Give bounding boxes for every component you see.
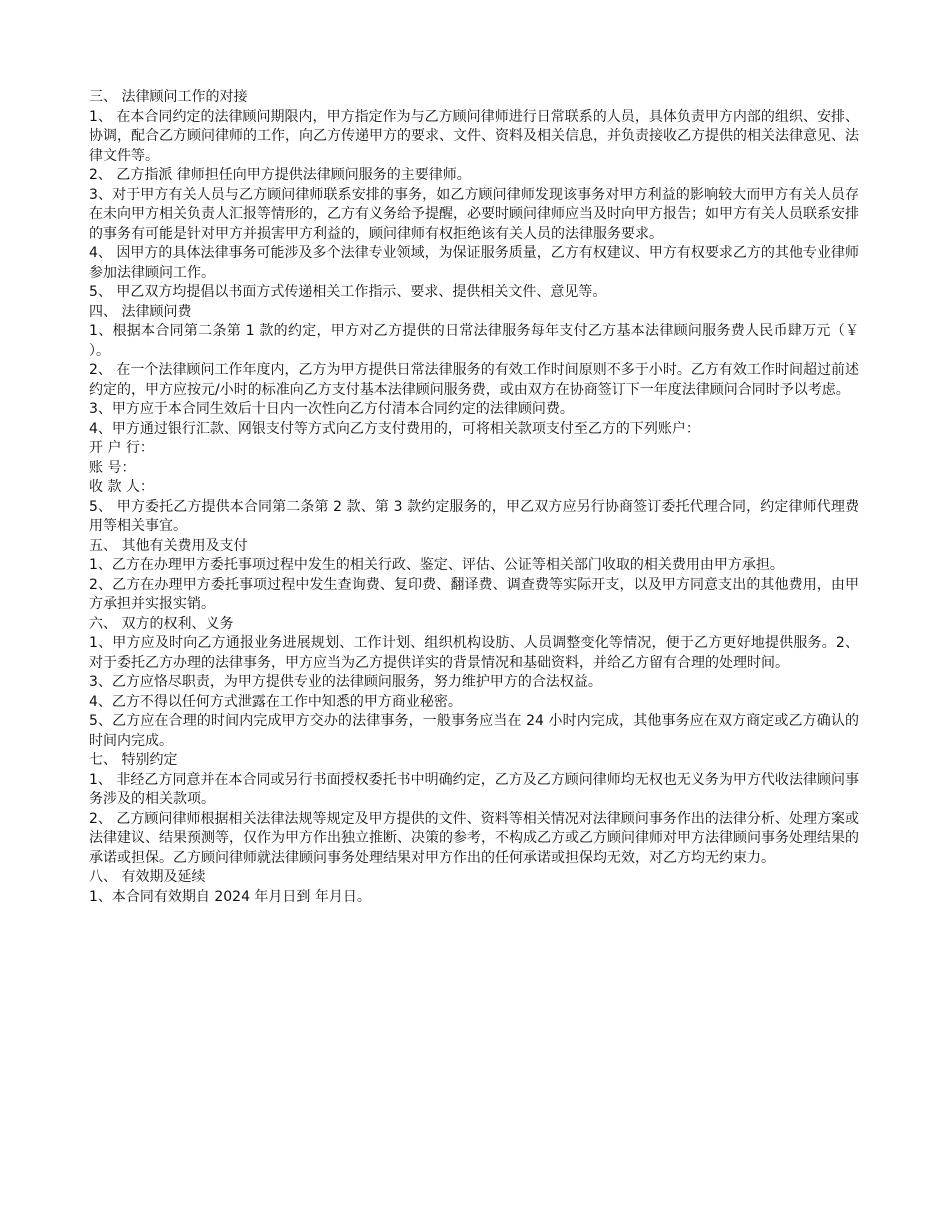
paragraph: 4、乙方不得以任何方式泄露在工作中知悉的甲方商业秘密。 (89, 693, 462, 710)
paragraph: 3、乙方应恪尽职责，为甲方提供专业的法律顾问服务，努力维护甲方的合法权益。 (89, 674, 602, 690)
paragraph: 1、乙方在办理甲方委托事项过程中发生的相关行政、鉴定、评估、公证等相关部门收取的相关费用由甲方承担。 (89, 557, 784, 573)
paragraph: 5、 甲方委托乙方提供本合同第二条第 2 款、第 3 款约定服务的，甲乙双方应另行协商签订委托代理合同，约定律师代理费用等相关事宜。 (89, 498, 859, 534)
section-heading: 四、 法律顾问费 (89, 303, 192, 320)
account-number-line: 账 号： (89, 459, 136, 476)
paragraph: 1、根据本合同第二条第 1 款的约定，甲方对乙方提供的日常法律服务每年支付乙方基本法律顾问服务费人民币肆万元（￥ ）。 (89, 323, 859, 359)
paragraph: 2、 在一个法律顾问工作年度内，乙方为甲方提供日常法律服务的有效工作时间原则不多于小时。乙方有效工作时间超过前述约定的，甲方应按元/小时的标准向乙方支付基本法律顾问服务费，或由双方在协商签订下一年度法律顾问合同时予以考虑。 (89, 362, 859, 398)
section-heading: 三、 法律顾问工作的对接 (89, 89, 248, 105)
paragraph: 4、 因甲方的具体法律事务可能涉及多个法律专业领域，为保证服务质量，乙方有权建议、甲方有权要求乙方的其他专业律师参加法律顾问工作。 (89, 245, 859, 281)
account-bank-line: 开 户 行： (89, 440, 154, 456)
paragraph: 3、对于甲方有关人员与乙方顾问律师联系安排的事务，如乙方顾问律师发现该事务对甲方利益的影响较大而甲方有关人员存在未向甲方相关负责人汇报等情形的，乙方有义务给予提醒，必要时顾问律师应当及时向甲方报告；如甲方有关人员联系安排的事务有可能是针对甲方并损害甲方利益的，顾问律师有权拒绝该有关人员的法律服务要求。 (89, 186, 859, 242)
paragraph: 2、乙方在办理甲方委托事项过程中发生查询费、复印费、翻译费、调查费等实际开支，以及甲方同意支出的其他费用，由甲方承担并实报实销。 (89, 576, 859, 612)
section-heading: 五、 其他有关费用及支付 (89, 537, 248, 554)
paragraph: 2、 乙方指派 律师担任向甲方提供法律顾问服务的主要律师。 (89, 167, 471, 183)
paragraph: 1、 非经乙方同意并在本合同或另行书面授权委托书中明确约定，乙方及乙方顾问律师均无权也无义务为甲方代收法律顾问事务涉及的相关款项。 (89, 771, 859, 807)
paragraph: 3、甲方应于本合同生效后十日内一次性向乙方付清本合同约定的法律顾问费。 (89, 401, 574, 417)
paragraph: 2、 乙方顾问律师根据相关法律法规等规定及甲方提供的文件、资料等相关情况对法律顾问事务作出的法律分析、处理方案或法律建议、结果预测等，仅作为甲方作出独立推断、决策的参考，不构成乙方或乙方顾问律师对甲方法律顾问事务处理结果的承诺或担保。乙方顾问律师就法律顾问事务处理结果对甲方作出的任何承诺或担保均无效，对乙方均无约束力。 (89, 810, 859, 866)
paragraph: 1、本合同有效期自 2024 年月日到 年月日。 (89, 888, 371, 905)
paragraph: 5、 甲乙双方均提倡以书面方式传递相关工作指示、要求、提供相关文件、意见等。 (89, 284, 607, 300)
section-heading: 七、 特别约定 (89, 752, 178, 768)
paragraph: 1、 在本合同约定的法律顾问期限内，甲方指定作为与乙方顾问律师进行日常联系的人员，具体负责甲方内部的组织、安排、协调，配合乙方顾问律师的工作，向乙方传递甲方的要求、文件、资料及相关信息，并负责接收乙方提供的相关法律意见、法律文件等。 (89, 108, 859, 164)
document-page (89, 88, 859, 907)
paragraph: 1、甲方应及时向乙方通报业务进展规划、工作计划、组织机构设肪、人员调整变化等情况，便于乙方更好地提供服务。2、对于委托乙方办理的法律事务，甲方应当为乙方提供详实的背景情况和基础资料，并给乙方留有合理的处理时间。 (89, 635, 859, 671)
section-heading: 八、 有效期及延续 (89, 869, 206, 885)
account-payee-line: 收 款 人： (89, 479, 154, 495)
section-heading: 六、 双方的权利、义务 (89, 615, 234, 632)
paragraph: 5、乙方应在合理的时间内完成甲方交办的法律事务，一般事务应当在 24 小时内完成，其他事务应在双方商定或乙方确认的时间内完成。 (89, 713, 859, 749)
paragraph: 4、甲方通过银行汇款、网银支付等方式向乙方支付费用的，可将相关款项支付至乙方的下列账户： (89, 420, 700, 437)
